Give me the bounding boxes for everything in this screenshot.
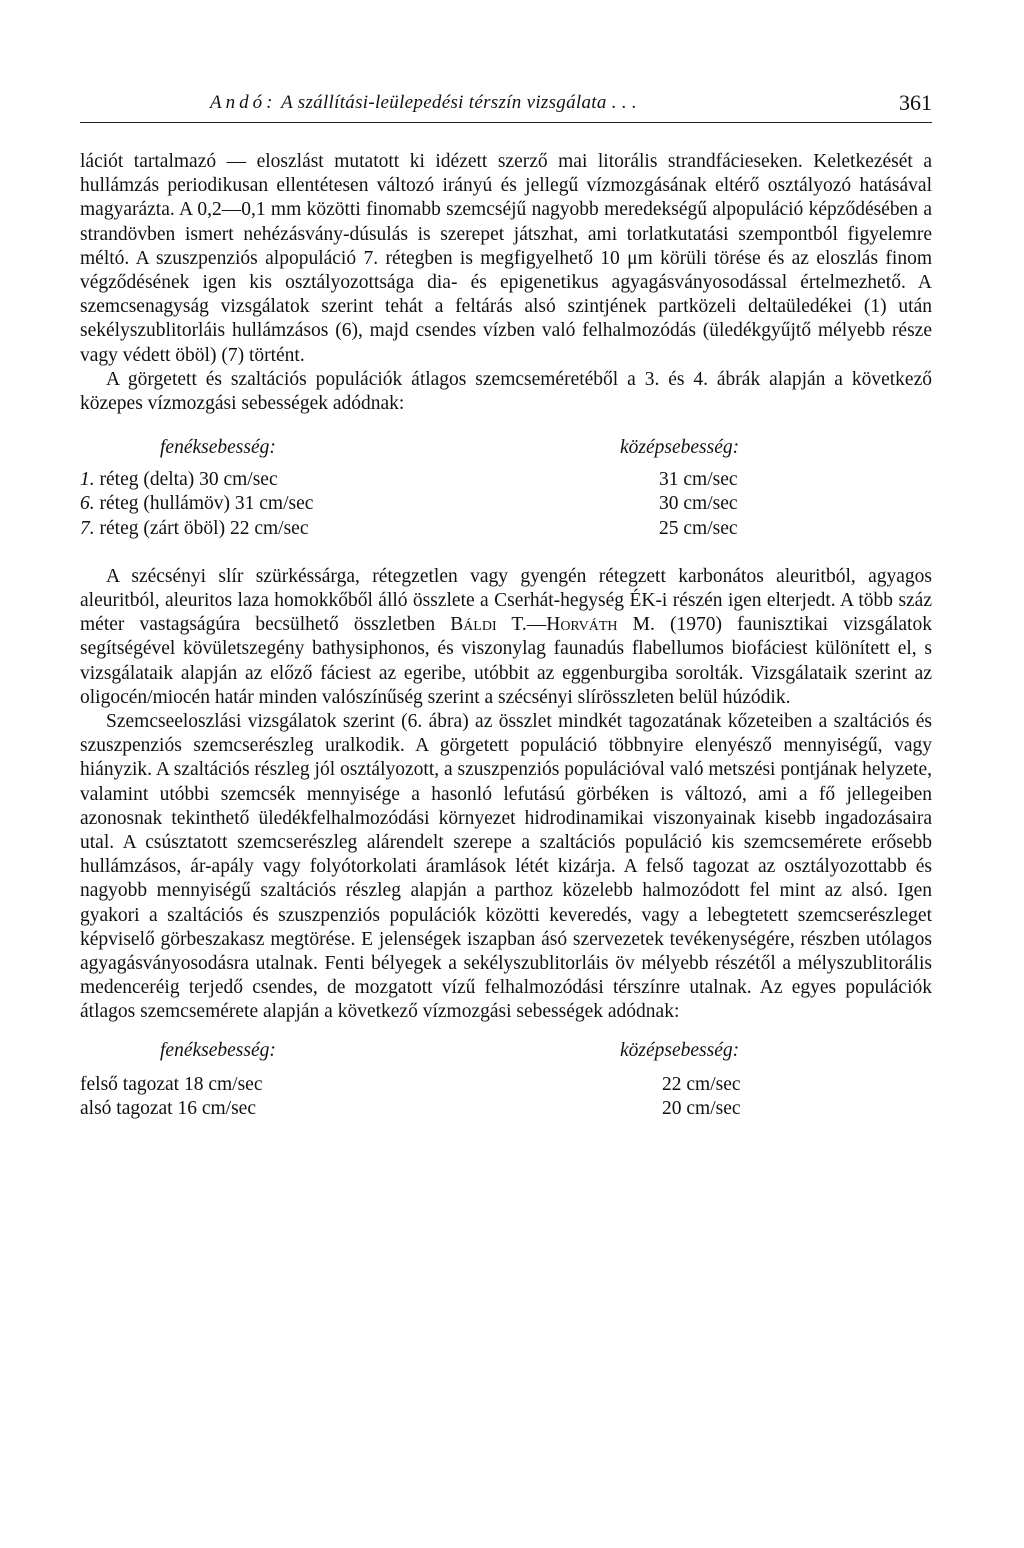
header-author: Andó: xyxy=(210,92,277,113)
layer-number: 6. xyxy=(80,493,95,515)
mean-velocity: 22 cm/sec xyxy=(662,1073,741,1095)
mean-velocity: 20 cm/sec xyxy=(662,1097,741,1119)
bottom-velocity-header: fenéksebesség: xyxy=(160,1039,276,1061)
running-title xyxy=(210,92,637,114)
page-number: 361 xyxy=(899,90,932,115)
paragraph-2: A görgetett és szaltációs populációk átlagos szemcseméretéből a 3. és 4. ábrák alapján a következő közepes vízmozgási sebességek adódnak: xyxy=(80,368,932,415)
author-baldi: Báldi T. xyxy=(450,614,527,636)
bottom-velocity-header: fenéksebesség: xyxy=(160,437,276,459)
header-rule xyxy=(80,122,932,123)
running-header xyxy=(80,86,932,126)
table-row xyxy=(80,468,932,492)
bottom-velocity: réteg (hullámöv) 31 cm/sec xyxy=(99,493,314,515)
table-row xyxy=(80,492,932,516)
mean-velocity-header: középsebesség: xyxy=(620,1039,740,1061)
author-horvath: Horváth M. xyxy=(546,614,655,636)
speed-table-2-header xyxy=(80,1039,932,1063)
bottom-velocity: alsó tagozat 16 cm/sec xyxy=(80,1097,256,1119)
bottom-velocity: felső tagozat 18 cm/sec xyxy=(80,1073,263,1095)
speed-table-2 xyxy=(80,1039,932,1121)
bottom-velocity: réteg (delta) 30 cm/sec xyxy=(99,469,278,491)
body-text xyxy=(80,150,932,1121)
table-row xyxy=(80,1097,932,1121)
table-row xyxy=(80,1073,932,1097)
speed-table-1-header xyxy=(80,436,932,460)
speed-table-1 xyxy=(80,436,932,541)
mean-velocity: 25 cm/sec xyxy=(659,517,738,539)
paragraph-1: lációt tartalmazó — eloszlást mutatott ki idézett szerző mai litorális strandfácieseken. Keletkezését a hullámzás periodikusan ellentétesen változó irányú és jellegű vízmozgásának eltérő osztályozó hatásával magyarázta. A 0,2—0,1 mm közötti finomabb szemcséjű nagyobb meredekségű alpopuláció képződésében a strandövben ismert nehézásvány-dúsulás is szerepet játszhat, ami torlatkutatási szempontból figyelemre méltó. A szuszpenziós alpopuláció 7. rétegben is megfigyelhető 10 μm körüli törése és az eloszlás finom végződésének igen kis osztályozottsága dia- és epigenetikus agyagásványosodással értelmezhető. A szemcsenagyság vizsgálatok szerint tehát a feltárás alsó szintjének partközeli deltaüledékei (1) után sekélyszublitorláis hullámzásos (6), majd csendes vízben való felhalmozódás (üledékgyűjtő mélyebb része vagy védett öböl) (7) történt. xyxy=(80,151,932,366)
bottom-velocity: réteg (zárt öböl) 22 cm/sec xyxy=(99,517,309,539)
mean-velocity-header: középsebesség: xyxy=(620,437,740,459)
layer-number: 7. xyxy=(80,517,95,539)
mean-velocity: 30 cm/sec xyxy=(659,493,738,515)
header-title-text: A szállítási-leülepedési térszín vizsgálata . . . xyxy=(281,92,637,113)
mean-velocity: 31 cm/sec xyxy=(659,469,738,491)
layer-number: 1. xyxy=(80,469,95,491)
table-row xyxy=(80,517,932,541)
paragraph-3: A szécsényi slír szürkéssárga, rétegzetlen vagy gyengén rétegzett karbonátos aleuritból, agyagos aleuritból, aleuritos laza homokkőből álló összlete a Cserhát-hegység ÉK-i részén igen elterjedt. A több száz méter vastagságúra becsülhető összletben Báldi T.—Horváth M. (1970) faunisztikai vizsgálatok segítségével kövületszegény bathysiphonos, és viszonylag faunadús flabellumos biofáciest különített el, s vizsgálataik alapján az előző fáciest az egeribe, utóbbit az eggenburgiba sorolták. Vizsgálataik szerint az oligocén/miocén határ minden valószínűség szerint a szécsényi slírösszleten belül húzódik. xyxy=(80,565,932,708)
paragraph-4: Szemcseeloszlási vizsgálatok szerint (6. ábra) az összlet mindkét tagozatának kőzeteiben a szaltációs és szuszpenziós szemcserészleg uralkodik. A görgetett populáció többnyire elenyésző mennyiségű, vagy hiányzik. A szaltációs részleg jól osztályozott, a szuszpenziós populációval való metszési pontjának helyzete, valamint utóbbi szemcsék mennyisége a hasonló lefutású görbéken is változó, ami a fő jellegeiben azonosnak tekinthető üledékfelhalmozódási környezet hidrodinamikai viszonyainak kisebb ingadozásaira utal. A csúsztatott szemcserészleg alárendelt szerepe a szaltációs populáció kis szemcsemérete erősebb hullámzásos, ár-apály vagy folyótorkolati áramlások létét kizárja. A felső tagozat az osztályozottabb és nagyobb mennyiségű szaltációs részleg alapján a parthoz közelebb halmozódott fel mint az alsó. Igen gyakori a szaltációs és szuszpenziós populációk közötti keveredés, vagy a lebegtetett szemcserészleget képviselő görbeszakasz megtörése. E jelenségek iszapban ásó szervezetek tevékenységére, részben utólagos agyagásványosodásra utalnak. Fenti bélyegek a sekélyszublitorláis öv mélyebb részétől a mélyszublitorális medenceréig terjedő csendes, de mozgatott vízű felhalmozódási térszínre utalnak. Az egyes populációk átlagos szemcsemérete alapján a következő vízmozgási sebességek adódnak: xyxy=(80,711,932,1023)
